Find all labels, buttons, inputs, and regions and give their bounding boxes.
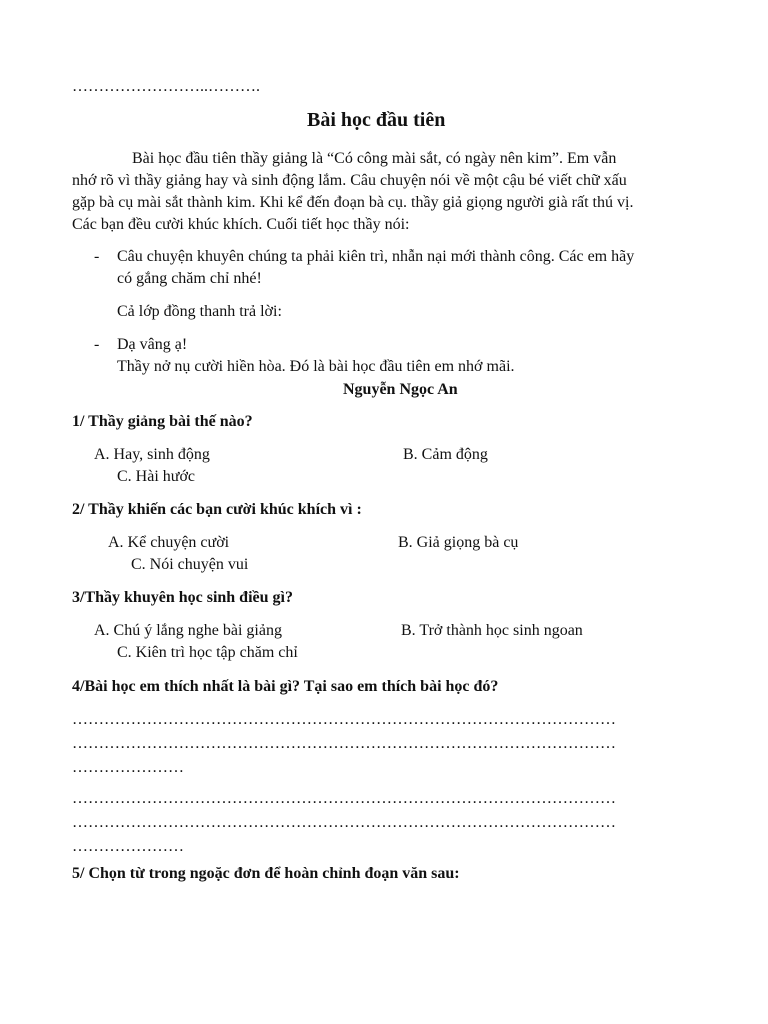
answer-option-a: A. Chú ý lắng nghe bài giảng — [94, 622, 282, 639]
question-label: 2/ Thầy khiến các bạn cười khúc khích vì : — [72, 501, 362, 518]
answer-dotted-line: ………………………………………………………………………………………… — [72, 735, 616, 752]
answer-dotted-line: ………………… — [72, 838, 184, 855]
ending-line: Thầy nở nụ cười hiền hòa. Đó là bài học đầu tiên em nhớ mãi. — [117, 358, 515, 375]
answer-option-a: A. Hay, sinh động — [94, 446, 210, 463]
teacher-speech-line: Câu chuyện khuyên chúng ta phải kiên trì, nhẫn nại mới thành công. Các em hãy — [117, 248, 635, 265]
answer-dotted-line: ………………………………………………………………………………………… — [72, 814, 616, 831]
paragraph-line: Bài học đầu tiên thầy giảng là “Có công mài sắt, có ngày nên kim”. Em vẫn — [132, 150, 617, 167]
answer-option-c: C. Kiên trì học tập chăm chỉ — [117, 644, 298, 661]
question-label: 1/ Thầy giảng bài thế nào? — [72, 413, 253, 430]
question-label: 5/ Chọn từ trong ngoặc đơn để hoàn chỉnh đoạn văn sau: — [72, 865, 460, 882]
answer-dotted-line: ………………………………………………………………………………………… — [72, 790, 616, 807]
header-dotted-line: ……………………..………. — [72, 78, 260, 95]
answer-option-a: A. Kể chuyện cười — [108, 534, 230, 551]
class-reply-line: Dạ vâng ạ! — [117, 336, 188, 353]
answer-option-b: B. Cảm động — [403, 446, 488, 463]
answer-option-b: B. Trở thành học sinh ngoan — [401, 622, 583, 639]
author-name: Nguyễn Ngọc An — [343, 381, 458, 398]
paragraph-line: gặp bà cụ mài sắt thành kim. Khi kể đến đoạn bà cụ. thầy giả giọng người già rất thú vị. — [72, 194, 634, 211]
paragraph-line: nhớ rõ vì thầy giảng hay và sinh động lắm. Câu chuyện nói về một cậu bé viết chữ xấu — [72, 172, 627, 189]
teacher-speech-line: có gắng chăm chỉ nhé! — [117, 270, 262, 287]
question-label: 4/Bài học em thích nhất là bài gì? Tại sao em thích bài học đó? — [72, 678, 499, 695]
answer-option-c: C. Nói chuyện vui — [131, 556, 249, 573]
class-intro-line: Cả lớp đồng thanh trả lời: — [117, 303, 282, 320]
dialogue-dash: - — [94, 248, 100, 265]
dialogue-dash: - — [94, 336, 100, 353]
paragraph-line: Các bạn đều cười khúc khích. Cuối tiết học thầy nói: — [72, 216, 410, 233]
answer-dotted-line: ………………… — [72, 759, 184, 776]
story-title: Bài học đầu tiên — [307, 109, 446, 131]
answer-option-b: B. Giả giọng bà cụ — [398, 534, 519, 551]
question-label: 3/Thầy khuyên học sinh điều gì? — [72, 589, 293, 606]
answer-dotted-line: ………………………………………………………………………………………… — [72, 711, 616, 728]
answer-option-c: C. Hài hước — [117, 468, 196, 485]
